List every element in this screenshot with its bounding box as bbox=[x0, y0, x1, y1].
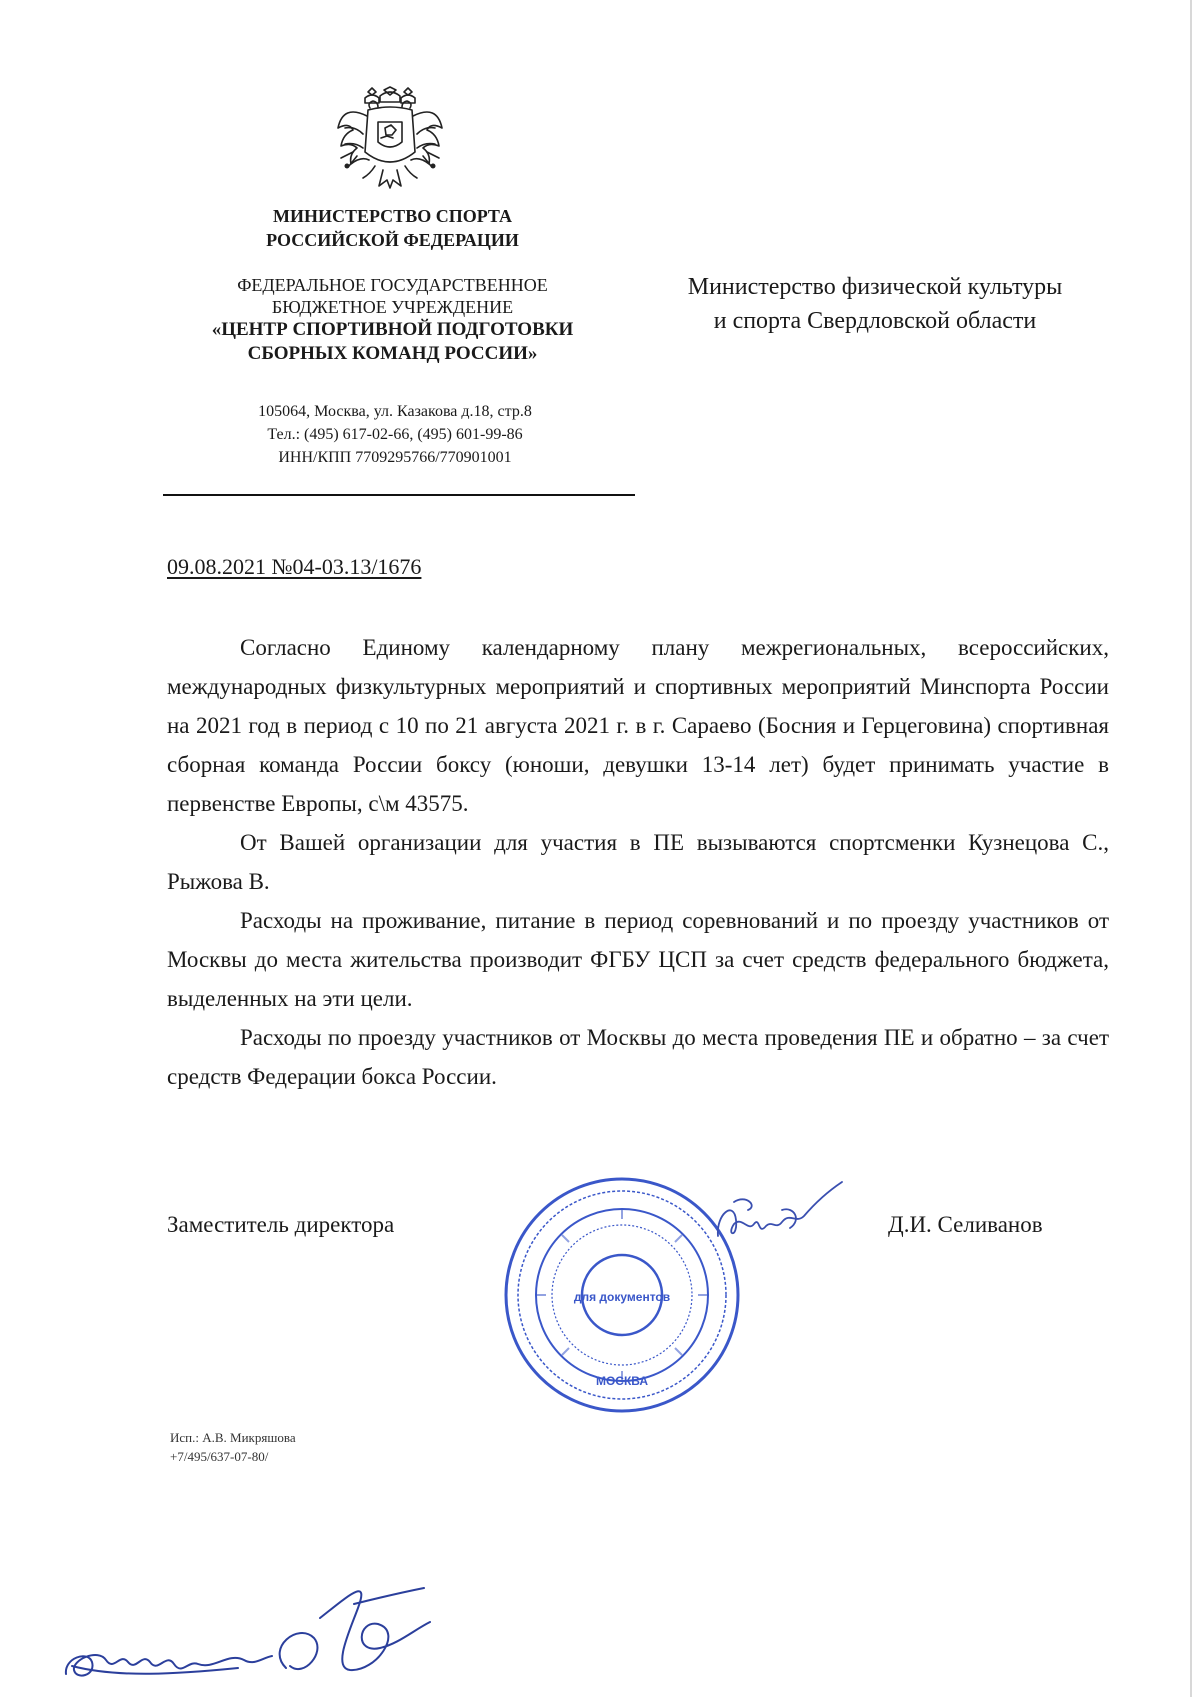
signatory-name: Д.И. Селиванов bbox=[888, 1212, 1043, 1237]
institution-line: БЮДЖЕТНОЕ УЧРЕЖДЕНИЕ bbox=[271, 297, 514, 317]
phone: Тел.: (495) 617-02-66, (495) 601-99-86 bbox=[267, 426, 523, 443]
paragraph: Расходы по проезду участников от Москвы до места проведения ПЕ и обратно – за счет средств Федерации бокса России. bbox=[167, 1025, 1109, 1089]
paragraph: Согласно Единому календарному плану межрегиональных, всероссийских, международных физкультурных мероприятий и спортивных мероприятий Минспорта России на 2021 год в период с 10 по 21 августа 2021 г. в г. Сараево (Босния и Герцеговина) спортивная сборная команда России боксу (юноши, девушки 13-14 лет) будет принимать участие в первенстве Европы, с\м 43575. bbox=[167, 635, 1109, 816]
handwritten-signature bbox=[712, 1180, 847, 1250]
institution-line-bold: «ЦЕНТР СПОРТИВНОЙ ПОДГОТОВКИ bbox=[211, 319, 574, 340]
institution-line-bold: СБОРНЫХ КОМАНД РОССИИ» bbox=[247, 343, 538, 364]
page-edge bbox=[1190, 0, 1192, 1697]
institution-name bbox=[170, 274, 615, 366]
official-stamp bbox=[502, 1175, 742, 1415]
address: 105064, Москва, ул. Казакова д.18, стр.8 bbox=[258, 403, 532, 420]
ministry-line: РОССИЙСКОЙ ФЕДЕРАЦИИ bbox=[266, 230, 519, 250]
bottom-signature bbox=[58, 1578, 438, 1690]
stamp-city-text: МОСКВА bbox=[595, 1374, 649, 1388]
stamp-center-text: для документов bbox=[573, 1290, 671, 1304]
letter-body bbox=[167, 628, 1109, 1096]
institution-line: ФЕДЕРАЛЬНОЕ ГОСУДАРСТВЕННОЕ bbox=[237, 275, 548, 295]
paragraph: Расходы на проживание, питание в период соревнований и по проезду участников от Москвы до места жительства производит ФГБУ ЦСП за счет средств федерального бюджета, выделенных на эти цели. bbox=[167, 908, 1109, 1011]
executor-phone: +7/495/637-07-80/ bbox=[170, 1449, 269, 1464]
contact-details bbox=[200, 400, 590, 469]
executor-info bbox=[170, 1428, 296, 1466]
recipient-line: и спорта Свердловской области bbox=[713, 308, 1037, 334]
paragraph: От Вашей организации для участия в ПЕ вызываются спортсменки Кузнецова С., Рыжова В. bbox=[167, 830, 1109, 894]
signatory-title: Заместитель директора bbox=[167, 1212, 395, 1237]
ministry-title bbox=[175, 204, 610, 252]
inn-kpp: ИНН/КПП 7709295766/770901001 bbox=[278, 449, 512, 466]
executor-name: Исп.: А.В. Микряшова bbox=[170, 1430, 296, 1445]
header-divider bbox=[163, 494, 635, 496]
recipient-line: Министерство физической культуры bbox=[687, 274, 1063, 300]
recipient bbox=[640, 270, 1110, 338]
ministry-line: МИНИСТЕРСТВО СПОРТА bbox=[272, 206, 513, 226]
coat-of-arms-icon bbox=[335, 86, 445, 192]
document-reference: 09.08.2021 №04-03.13/1676 bbox=[167, 554, 422, 579]
